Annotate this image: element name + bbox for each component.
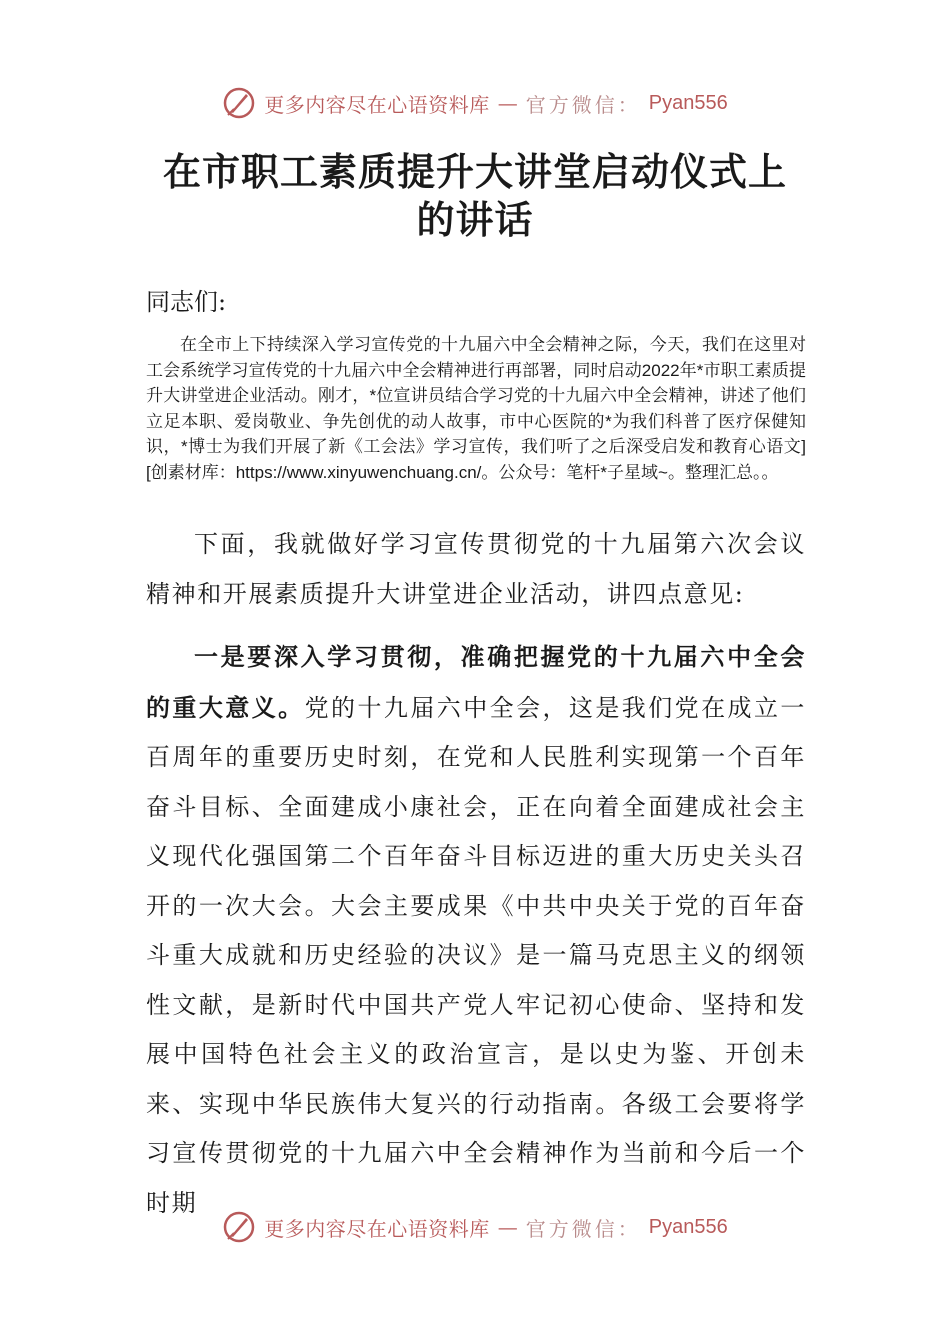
point-one-paragraph: [146, 632, 806, 1228]
point-one-heading: 一是要深入学习贯彻，准确把握党的十九届六中全会的重大意义。: [146, 642, 806, 722]
footer-wechat-label: 官方微信：: [525, 1216, 641, 1241]
banner-wechat-id: Pyan556: [648, 91, 728, 114]
footer-banner: [0, 1210, 950, 1250]
banner-wechat-label: 官方微信：: [525, 92, 641, 117]
point-one-body: 党的十九届六中全会，这是我们党在成立一百周年的重要历史时刻，在党和人民胜利实现第一个百年奋斗目标、全面建成小康社会，正在向着全面建成社会主义现代化强国第二个百年奋斗目标迈进的重大历史关头召开的一次大会。大会主要成果《中共中央关于党的百年奋斗重大成就和历史经验的决议》是一篇马克思主义的纲领性文献，是新时代中国共产党人牢记初心使命、坚持和发展中国特色社会主义的政治宣言，是以史为鉴、开创未来、实现中华民族伟大复兴的行动指南。各级工会要将学习宣传贯彻党的十九届六中全会精神作为当前和今后一个时期: [146, 693, 806, 1217]
salutation: 同志们:: [146, 288, 227, 316]
quill-logo-icon: [222, 1210, 256, 1244]
footer-library-text: 更多内容尽在心语资料库: [264, 1216, 490, 1241]
lead-paragraph: 下面，我就做好学习宣传贯彻党的十九届第六次会议精神和开展素质提升大讲堂进企业活动，讲四点意见:: [146, 530, 806, 608]
banner-dash: —: [497, 91, 518, 115]
banner-library-text: 更多内容尽在心语资料库: [264, 92, 490, 117]
quill-logo-icon: [222, 86, 256, 120]
footer-dash: —: [497, 1215, 518, 1239]
header-banner: [0, 86, 950, 126]
page-title: 在市职工素质提升大讲堂启动仪式上的讲话: [162, 149, 787, 242]
intro-paragraph: 在全市上下持续深入学习宣传党的十九届六中全会精神之际，今天，我们在这里对工会系统学习宣传党的十九届六中全会精神进行再部署，同时启动2022年*市职工素质提升大讲堂进企业活动。刚才，*位宣讲员结合学习党的十九届六中全会精神，讲述了他们立足本职、爱岗敬业、争先创优的动人故事，市中心医院的*为我们科普了医疗保健知识，*博士为我们开展了新《工会法》学习宣传，我们听了之后深受启发和教育心语文][创素材库：https://www.xinyuwenchuang.cn/。公众号：笔杆*子星域~。整理汇总。。: [146, 335, 806, 482]
footer-wechat-id: Pyan556: [648, 1215, 728, 1238]
